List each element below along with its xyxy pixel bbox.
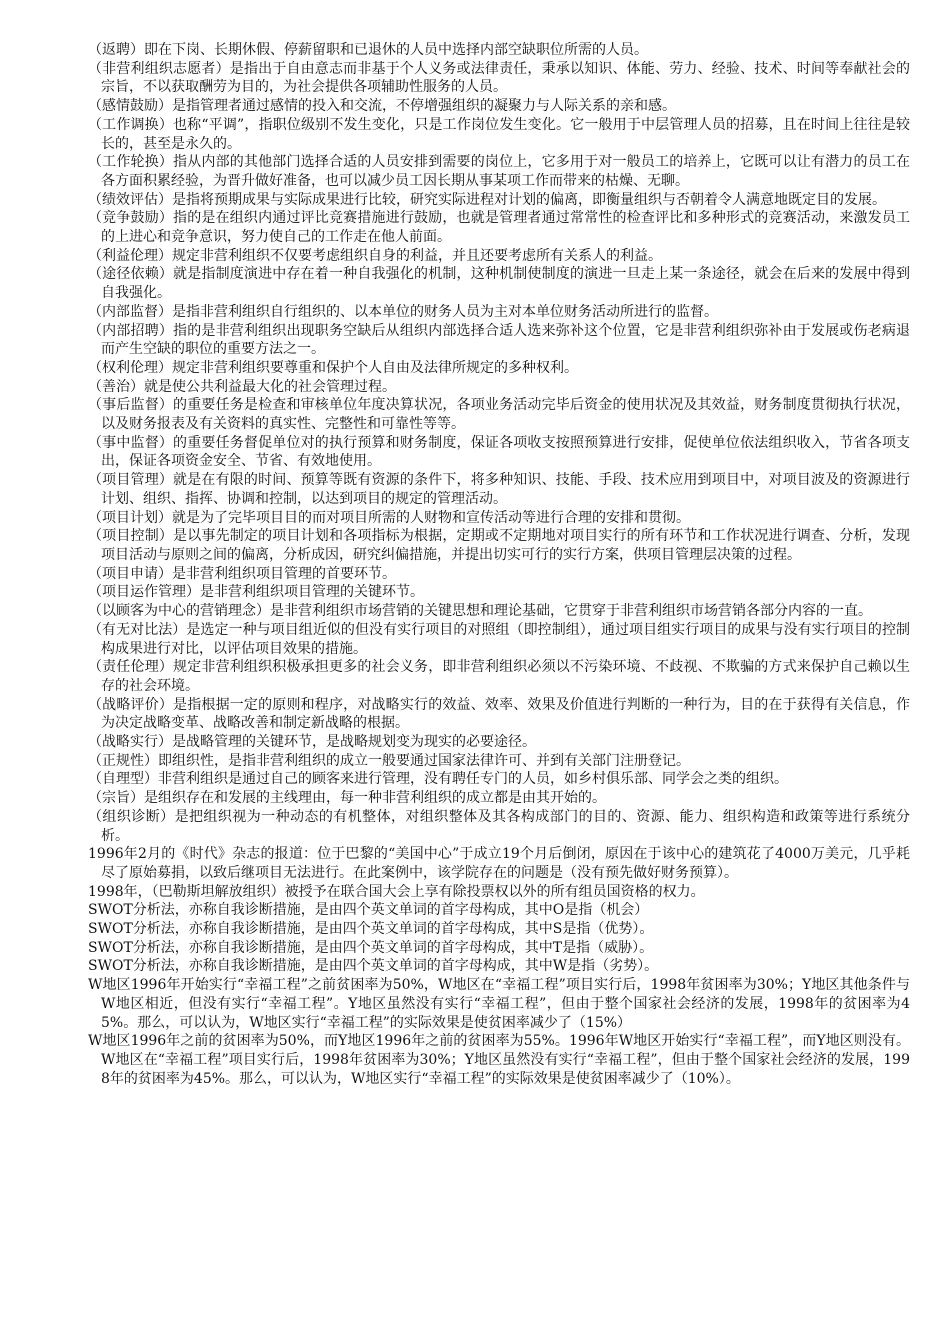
entry-happiness-project-10: W地区1996年之前的贫困率为50%，而Y地区1996年之前的贫困率为55%。1996年W地区开始实行“幸福工程”，而Y地区则没有。W地区在“幸福工程”项目实行后，1998年贫困率为30%；Y地区虽然没有实行“幸福工程”，但由于整个国家社会经济的发展，1998年的贫困率为45%。那么，可以认为，W地区实行“幸福工程”的实际效果是使贫困率减少了（10%）。 (88, 1033, 910, 1087)
entry-internal-recruitment: （内部招聘）指的是非营利组织出现职务空缺后从组织内部选择合适人选来弥补这个位置，它是非营利组织弥补由于发展或伤老病退而产生空缺的职位的重要方法之一。 (88, 322, 910, 358)
entry-happiness-project-15: W地区1996年开始实行“幸福工程”之前贫困率为50%，W地区在“幸福工程”项目实行后，1998年贫困率为30%；Y地区其他条件与W地区相近，但没有实行“幸福工程”。Y地区虽然没有实行“幸福工程”，但由于整个国家社会经济的发展，1998年的贫困率为45%。那么，可以认为，W地区实行“幸福工程”的实际效果是使贫困率减少了（15%） (88, 977, 910, 1031)
entry-customer-centric: （以顾客为中心的营销理念）是非营利组织市场营销的关键思想和理论基础，它贯穿于非营利组织市场营销各部分内容的一直。 (88, 603, 872, 620)
entry-swot-t: SWOT分析法，亦称自我诊断措施，是由四个英文单词的首字母构成，其中T是指（威胁）。 (88, 939, 654, 956)
entry-good-governance: （善治）就是使公共利益最大化的社会管理过程。 (88, 378, 396, 395)
entry-organizational-diagnosis: （组织诊断）是把组织视为一种动态的有机整体，对组织整体及其各构成部门的目的、资源、能力、组织构造和政策等进行系统分析。 (88, 808, 910, 844)
entry-project-plan: （项目计划）就是为了完毕项目目的而对项目所需的人财物和宣传活动等进行合理的安排和贯彻。 (88, 509, 690, 526)
entry-strategy-evaluation: （战略评价）是指根据一定的原则和程序，对战略实行的效益、效率、效果及价值进行判断的一种行为，目的在于获得有关信息，作为决定战略变革、战略改善和制定新战略的根据。 (88, 696, 910, 732)
entry-swot-s: SWOT分析法，亦称自我诊断措施，是由四个英文单词的首字母构成，其中S是指（优势）。 (88, 921, 654, 938)
entry-plo-1998: 1998年，（巴勒斯坦解放组织）被授予在联合国大会上享有除投票权以外的所有组员国资格的权力。 (88, 883, 705, 900)
entry-with-without-comparison: （有无对比法）是选定一种与项目组近似的但没有实行项目的对照组（即控制组），通过项目组实行项目的成果与没有实行项目的控制构成果进行对比，以评估项目效果的措施。 (88, 621, 910, 657)
entry-interest-ethics: （利益伦理）规定非营利组织不仅要考虑组织自身的利益，并且还要考虑所有关系人的利益。 (88, 247, 662, 264)
entry-emotional-incentive: （感情鼓励）是指管理者通过感情的投入和交流，不停增强组织的凝聚力与人际关系的亲和感。 (88, 98, 676, 115)
entry-project-operation: （项目运作管理）是非营利组织项目管理的关键环节。 (88, 584, 424, 601)
entry-strategy-implementation: （战略实行）是战略管理的关键环节，是战略规划变为现实的必要途径。 (88, 734, 536, 751)
entry-responsibility-ethics: （责任伦理）规定非营利组织积极承担更多的社会义务，即非营利组织必须以不污染环境、不歧视、不欺骗的方式来保护自己赖以生存的社会环境。 (88, 659, 910, 694)
entry-job-transfer: （工作调换）也称“平调”，指职位级别不发生变化，只是工作岗位发生变化。它一般用于中层管理人员的招募，且在时间上往往是较长的，甚至是永久的。 (88, 116, 910, 152)
entry-swot-w: SWOT分析法，亦称自我诊断措施，是由四个英文单词的首字母构成，其中W是指（劣势）。 (88, 958, 659, 975)
entry-project-management: （项目管理）就是在有限的时间、预算等既有资源的条件下，将多种知识、技能、手段、技术应用到项目中，对项目波及的资源进行计划、组织、指挥、协调和控制，以达到项目的规定的管理活动。 (88, 472, 910, 507)
entry-competition-incentive: （竞争鼓励）指的是在组织内通过评比竞赛措施进行鼓励，也就是管理者通过常常性的检查评比和多种形式的竞赛活动，来激发员工的上进心和竞争意识，努力使自己的工作走在他人前面。 (88, 210, 910, 246)
entry-job-rotation: （工作轮换）指从内部的其他部门选择合适的人员安排到需要的岗位上，它多用于对一般员工的培养上，它既可以让有潜力的员工在各方面积累经验，为晋升做好准备，也可以减少员工因长期从事某项工作而带来的枯燥、无聊。 (88, 154, 910, 189)
entry-post-supervision: （事后监督）的重要任务是检查和审核单位年度决算状况，各项业务活动完毕后资金的使用状况及其效益，财务制度贯彻执行状况，以及财务报表及有关资料的真实性、完整性和可靠性等等。 (88, 397, 910, 433)
entry-performance-evaluation: （绩效评估）是指将预期成果与实际成果进行比较，研究实际进程对计划的偏离，即衡量组织与否朝着令人满意地既定目的发展。 (88, 191, 886, 208)
entry-mission: （宗旨）是组织存在和发展的主线理由，每一种非营利组织的成立都是由其开始的。 (88, 790, 606, 807)
entry-path-dependence: （途径依赖）就是指制度演进中存在着一种自我强化的机制，这种机制使制度的演进一旦走上某一条途径，就会在后来的发展中得到自我强化。 (88, 266, 910, 302)
entry-in-process-supervision: （事中监督）的重要任务督促单位对的执行预算和财务制度，保证各项收支按照预算进行安排，促使单位依法组织收入，节省各项支出，保证各项资金安全、节省、有效地使用。 (88, 434, 910, 470)
entry-project-control: （项目控制）是以事先制定的项目计划和各项指标为根据，定期或不定期地对项目实行的所有环节和工作状况进行调查、分析，发现项目活动与原则之间的偏离，分析成因，研究纠偏措施，并提出切实可行的实行方案，供项目管理层决策的过程。 (88, 528, 910, 563)
document-page (88, 41, 910, 1088)
entry-volunteer: （非营利组织志愿者）是指出于自由意志而非基于个人义务或法律责任，秉承以知识、体能、劳力、经验、技术、时间等奉献社会的宗旨，不以获取酬劳为目的，为社会提供各项辅助性服务的人员。 (88, 60, 910, 96)
entry-rights-ethics: （权利伦理）规定非营利组织要尊重和保护个人自由及法律所规定的多种权利。 (88, 359, 578, 376)
entry-internal-supervision: （内部监督）是指非营利组织自行组织的、以本单位的财务人员为主对本单位财务活动所进行的监督。 (88, 303, 718, 320)
entry-time-magazine-case: 1996年2月的《时代》杂志的报道：位于巴黎的“美国中心”于成立19个月后倒闭，原因在于该中心的建筑花了4000万美元，几乎耗尽了原始募捐，以致后继项目无法进行。在此案例中，该学院存在的问题是（没有预先做好财务预算）。 (88, 846, 910, 881)
entry-formality: （正规性）即组织性，是指非营利组织的成立一般要通过国家法律许可、并到有关部门注册登记。 (88, 752, 690, 769)
entry-fanpin: （返聘）即在下岗、长期休假、停薪留职和已退休的人员中选择内部空缺职位所需的人员。 (88, 42, 648, 58)
entry-swot-o: SWOT分析法，亦称自我诊断措施，是由四个英文单词的首字母构成，其中O是指（机会） (88, 902, 649, 919)
entry-project-application: （项目申请）是非营利组织项目管理的首要环节。 (88, 565, 396, 582)
entry-self-managed: （自理型）非营利组织是通过自己的顾客来进行管理，没有聘任专门的人员，如乡村俱乐部、同学会之类的组织。 (88, 771, 788, 788)
